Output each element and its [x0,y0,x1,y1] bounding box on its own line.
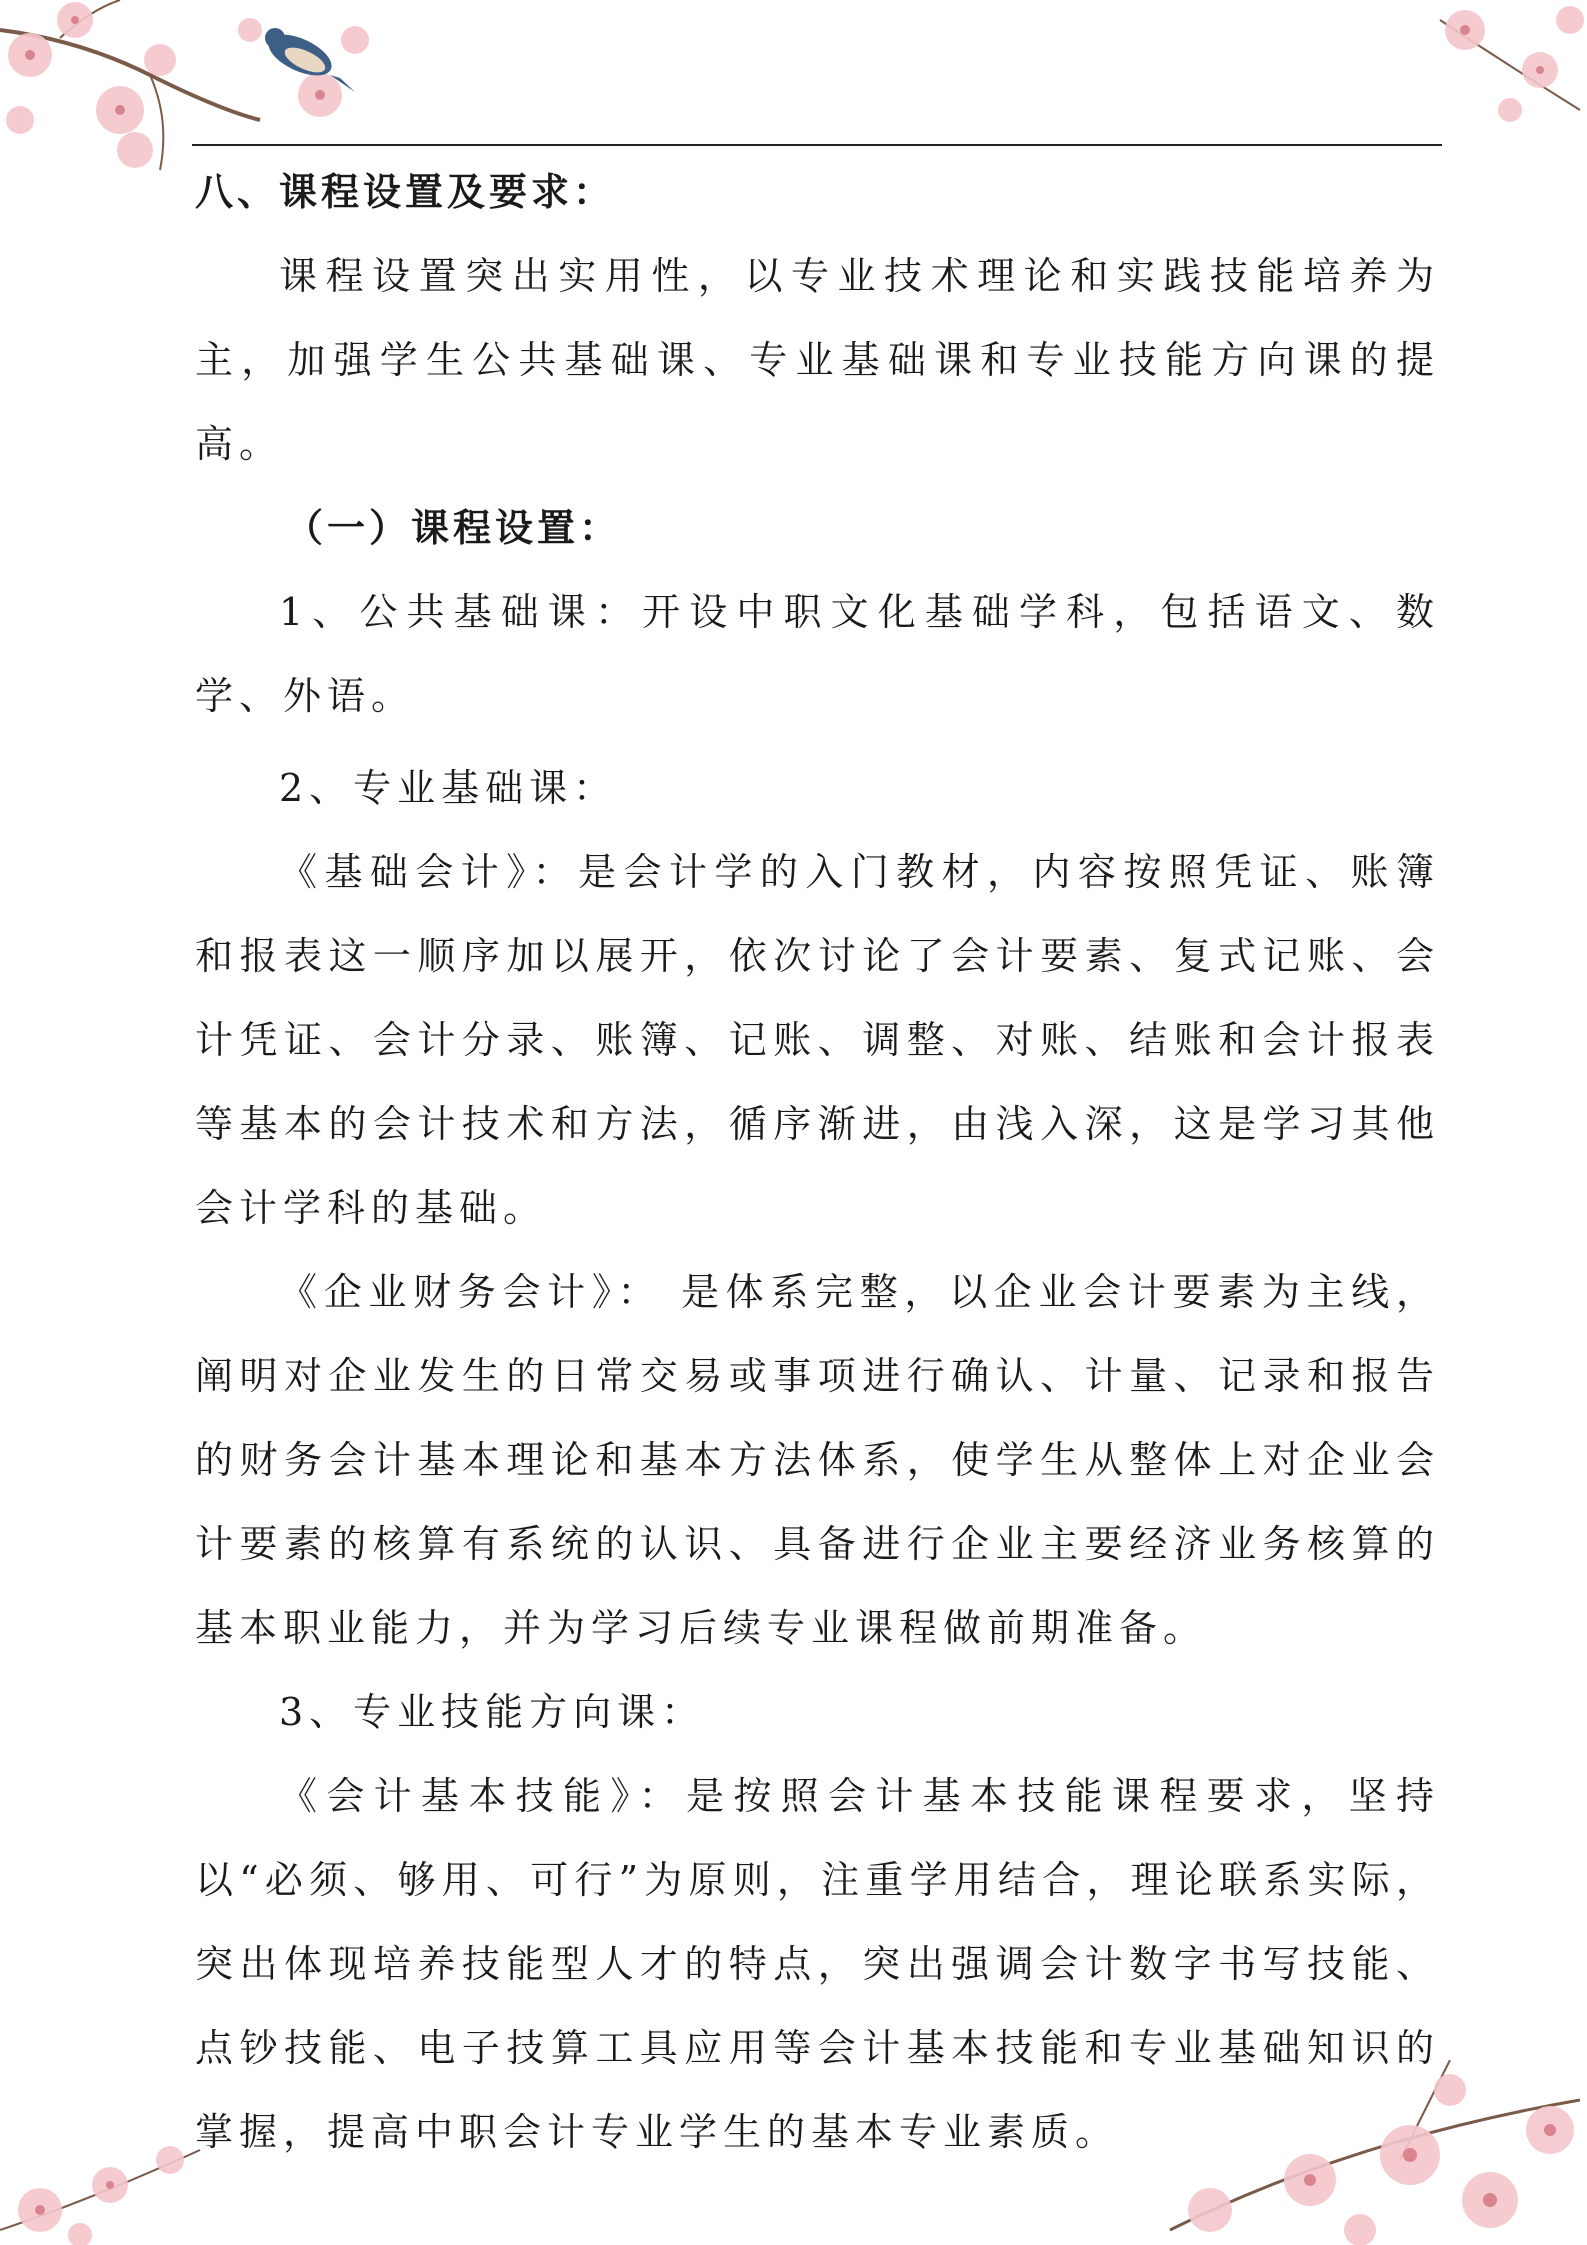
public-courses-paragraph: 1、公共基础课：开设中职文化基础学科，包括语文、数学、外语。 [195,590,1440,718]
intro-paragraph: 课程设置突出实用性，以专业技术理论和实践技能培养为主，加强学生公共基础课、专业基础课和专业技能方向课的提高。 [195,254,1440,466]
top-right-blossom-decoration [1420,0,1587,130]
bottom-left-blossom-decoration [0,2130,220,2245]
professional-basic-title: 2、专业基础课： [279,766,618,810]
skills-direction-title: 3、专业技能方向课： [279,1690,706,1734]
subsection-title: （一）课程设置： [285,506,622,550]
enterprise-accounting-paragraph: 《企业财务会计》： 是体系完整，以企业会计要素为主线，阐明对企业发生的日常交易或事项进行确认、计量、记录和报告的财务会计基本理论和基本方法体系，使学生从整体上对企业会计要素的核算有系统的认识、具备进行企业主要经济业务核算的基本职业能力，并为学习后续专业课程做前期准备。 [195,1270,1440,1650]
header-rule [192,144,1442,146]
basic-accounting-paragraph: 《基础会计》：是会计学的入门教材，内容按照凭证、账簿和报表这一顺序加以展开，依次讨论了会计要素、复式记账、会计凭证、会计分录、账簿、记账、调整、对账、结账和会计报表等基本的会计技术和方法，循序渐进，由浅入深，这是学习其他会计学科的基础。 [195,850,1440,1230]
document-body [195,150,1440,2174]
section-heading: 八、课程设置及要求： [195,170,616,214]
accounting-skills-paragraph: 《会计基本技能》：是按照会计基本技能课程要求，坚持以“必须、够用、可行”为原则，注重学用结合，理论联系实际，突出体现培养技能型人才的特点，突出强调会计数字书写技能、点钞技能、电子技算工具应用等会计基本技能和专业基础知识的掌握，提高中职会计专业学生的基本专业素质。 [195,1774,1440,2154]
